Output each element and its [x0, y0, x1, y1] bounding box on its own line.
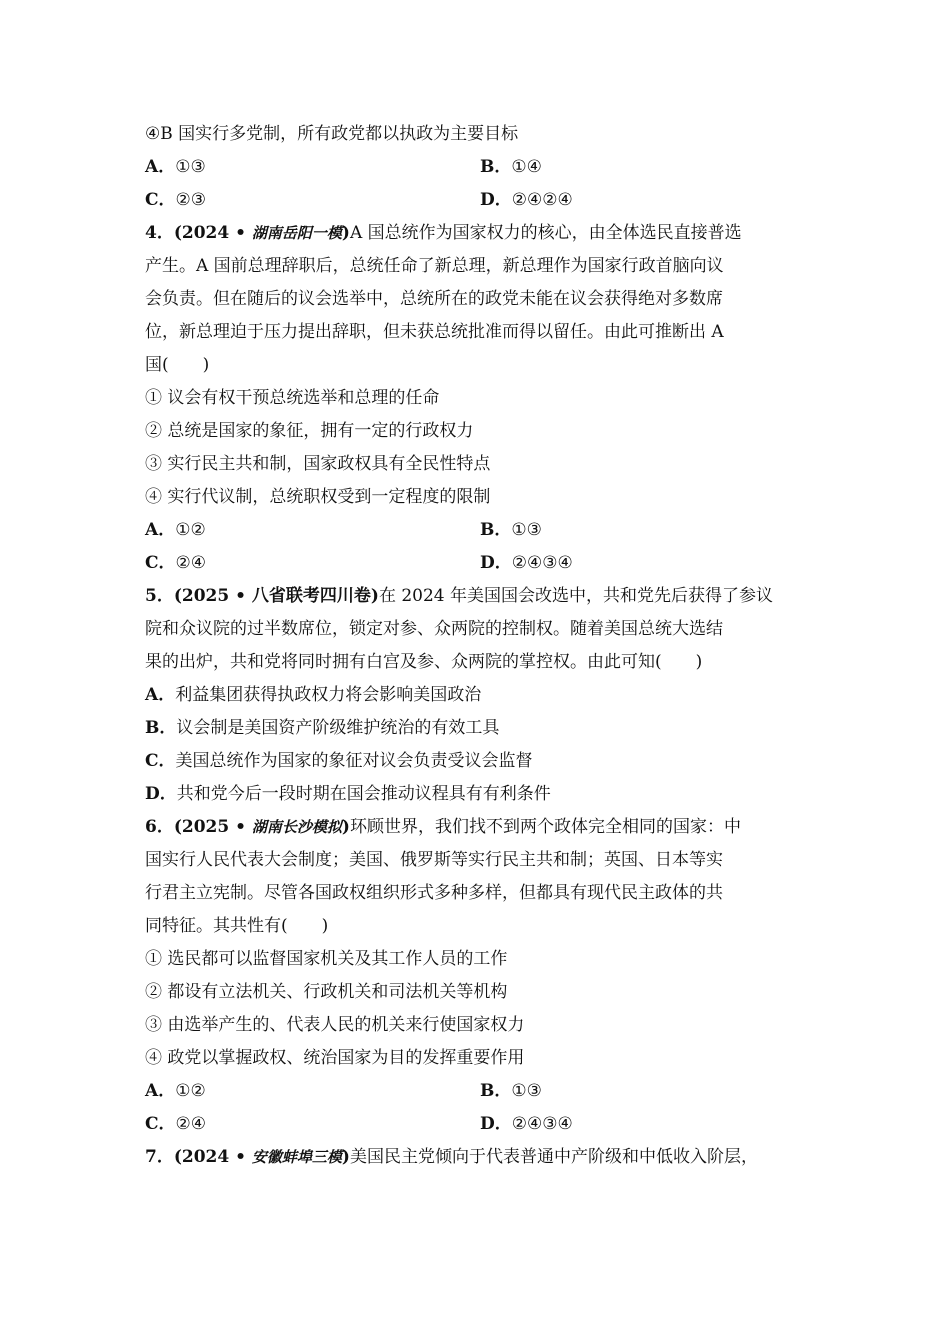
- q5-stem-line-2: 院和众议院的过半数席位，锁定对参、众两院的控制权。随着美国总统大选结: [145, 619, 723, 639]
- q4-stem-line-4: 位，新总理迫于压力提出辞职，但未获总统批准而得以留任。由此可推断出 A: [145, 322, 724, 342]
- q6-number: 6．: [145, 817, 174, 837]
- q6-stem-line-3: 行君主立宪制。尽管各国政权组织形式多种多样，但都具有现代民主政体的共: [145, 883, 723, 903]
- q6-options-row-1: [145, 1075, 815, 1108]
- q6-option-a[interactable]: A．①②: [145, 1081, 206, 1101]
- q4-option-c[interactable]: C．②④: [145, 553, 207, 573]
- q4-source: 湖南岳阳一模: [251, 224, 342, 242]
- q6-option-d[interactable]: D．②④③④: [480, 1114, 573, 1134]
- q6-stem-line-4: 同特征。其共性有( ): [145, 916, 329, 936]
- q4-stem-line-3: 会负责。但在随后的议会选举中，总统所在的政党未能在议会获得绝对多数席: [145, 289, 723, 309]
- q5-stem-line-3: 果的出炉，共和党将同时拥有白宫及参、众两院的掌控权。由此可知( ): [145, 652, 703, 672]
- document-body: [145, 118, 815, 1174]
- q4-stem-line-5: 国( ): [145, 355, 210, 375]
- q6-option-c[interactable]: C．②④: [145, 1114, 207, 1134]
- q4-option-b[interactable]: B．①③: [480, 520, 542, 540]
- q5-option-b[interactable]: B．议会制是美国资产阶级维护统治的有效工具: [145, 718, 500, 738]
- q4-options-row-1: [145, 514, 815, 547]
- q4-item-3: ③ 实行民主共和制，国家政权具有全民性特点: [145, 454, 491, 474]
- q6-stem-line-1: 6．(2025 • 湖南长沙模拟)环顾世界，我们找不到两个政体完全相同的国家：中: [145, 817, 741, 837]
- q6-source: 湖南长沙模拟: [251, 818, 342, 836]
- q5-source: 八省联考四川卷: [251, 586, 371, 606]
- q3-option-a[interactable]: A．①③: [145, 157, 206, 177]
- q3-option-d[interactable]: D．②④②④: [480, 190, 573, 210]
- q4-option-d[interactable]: D．②④③④: [480, 553, 573, 573]
- q5-option-d[interactable]: D．共和党今后一段时期在国会推动议程具有有利条件: [145, 784, 551, 804]
- q4-stem-line-2: 产生。A 国前总理辞职后，总统任命了新总理，新总理作为国家行政首脑向议: [145, 256, 724, 276]
- q3-item-4: ④B 国实行多党制，所有政党都以执政为主要目标: [145, 124, 519, 144]
- q6-stem-line-2: 国实行人民代表大会制度；美国、俄罗斯等实行民主共和制；英国、日本等实: [145, 850, 723, 870]
- q4-stem-line-1: 4．(2024 • 湖南岳阳一模)A 国总统作为国家权力的核心，由全体选民直接普选: [145, 223, 742, 243]
- q3-options-row-1: [145, 151, 815, 184]
- q6-item-2: ② 都设有立法机关、行政机关和司法机关等机构: [145, 982, 508, 1002]
- q5-stem-line-1: 5．(2025 • 八省联考四川卷)在 2024 年美国国会改选中，共和党先后获得了参议: [145, 586, 774, 606]
- q4-item-4: ④ 实行代议制，总统职权受到一定程度的限制: [145, 487, 491, 507]
- q3-option-b[interactable]: B．①④: [480, 157, 542, 177]
- q7-source: 安徽蚌埠三模: [251, 1148, 342, 1166]
- q6-item-1: ① 选民都可以监督国家机关及其工作人员的工作: [145, 949, 508, 969]
- q4-option-a[interactable]: A．①②: [145, 520, 206, 540]
- q5-option-a[interactable]: A．利益集团获得执政权力将会影响美国政治: [145, 685, 482, 705]
- q5-option-c[interactable]: C．美国总统作为国家的象征对议会负责受议会监督: [145, 751, 533, 771]
- q7-number: 7．: [145, 1147, 174, 1167]
- q4-options-row-2: [145, 547, 815, 580]
- q4-item-2: ② 总统是国家的象征，拥有一定的行政权力: [145, 421, 474, 441]
- q5-number: 5．: [145, 586, 174, 606]
- q7-stem-line-1: 7．(2024 • 安徽蚌埠三模)美国民主党倾向于代表普通中产阶级和中低收入阶层，: [145, 1147, 758, 1167]
- q3-options-row-2: [145, 184, 815, 217]
- q6-options-row-2: [145, 1108, 815, 1141]
- q6-item-4: ④ 政党以掌握政权、统治国家为目的发挥重要作用: [145, 1048, 525, 1068]
- q6-item-3: ③ 由选举产生的、代表人民的机关来行使国家权力: [145, 1015, 525, 1035]
- q4-item-1: ① 议会有权干预总统选举和总理的任命: [145, 388, 440, 408]
- q4-number: 4．: [145, 223, 174, 243]
- q3-option-c[interactable]: C．②③: [145, 190, 207, 210]
- q6-option-b[interactable]: B．①③: [480, 1081, 542, 1101]
